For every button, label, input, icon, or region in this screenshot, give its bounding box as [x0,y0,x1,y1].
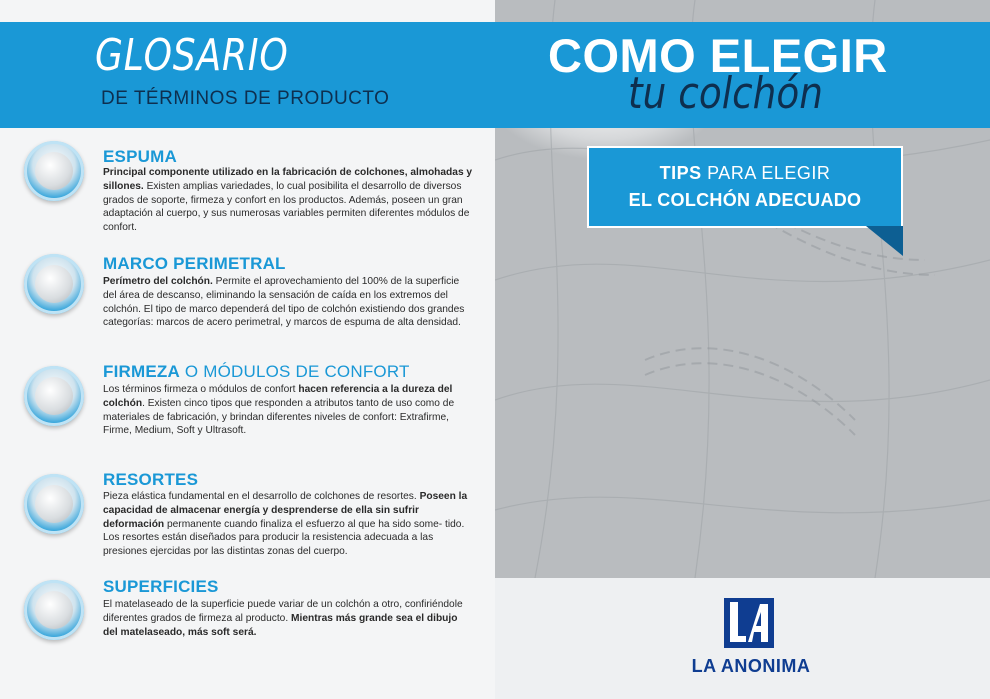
tips-line-2: EL COLCHÓN ADECUADO [628,190,862,210]
section-body: Perímetro del colchón. Permite el aprovechamiento del 100% de la superficie del área de descanso, eliminando la sensación de caída en los extremos del colchón. El tipo de marco dependerá del tipo de colchón existiendo dos grandes categorías: marcos de acero perimetral, y marcos de espuma de alta densidad. [103,276,465,329]
section-title: RESORTES [103,470,199,489]
glossary-title: GLOSARIO [95,30,289,81]
frame-spring-icon [24,254,84,314]
la-anonima-logo-icon [724,598,774,648]
section-title: MARCO PERIMETRAL [103,254,286,273]
section-title: ESPUMA [103,147,177,166]
tips-ribbon-fold [866,226,903,256]
glossary-subtitle: DE TÉRMINOS DE PRODUCTO [101,88,390,109]
section-body: Principal componente utilizado en la fabricación de colchones, almohadas y sillones. Existen amplias variedades, lo cual posibilita el desarrollo de diversos grados de soporte, firmeza y confort en los productos. Además, poseen un gran adaptación al cuerpo, y sus numerosas variables permiten diferentes módulos de confort. [103,167,473,234]
brand-name: LA ANONIMA [691,656,811,676]
quilted-surface-icon [24,580,84,640]
hand-press-icon [24,366,84,426]
coil-spring-icon [24,474,84,534]
section-body: El matelaseado de la superficie puede variar de un colchón a otro, confiriéndole diferentes grados de firmeza al producto. Mientras más grande sea el dibujo del matelaseado, más soft será. [103,599,463,638]
tips-box [587,146,903,228]
tips-line-1: TIPS PARA ELEGIR [659,163,831,183]
section-body: Los términos firmeza o módulos de confort hacen referencia a la dureza del colchón. Existen cinco tipos que responden a atributos tanto de uso como de materiales de fabricación, y brindan diferentes niveles de confort: Extrafirme, Firme, Medium, Soft y Ultrasoft. [103,384,455,437]
cover-title: COMO ELEGIR [548,29,888,82]
section-body: Pieza elástica fundamental en el desarrollo de colchones de resortes. Poseen la capacidad de almacenar energía y desprenderse de ella sin sufrir deformación permanente cuando finaliza el esfuerzo al que ha sido some- tido. Los resortes están diseñados para producir la resistencia adecuada a las presiones ejercidas por las distintas zonas del cuerpo. [103,491,468,558]
section-title: FIRMEZA O MÓDULOS DE CONFORT [103,362,410,381]
section-title: SUPERFICIES [103,577,219,596]
foam-cube-icon [24,141,84,201]
cover-subtitle: tu colchón [628,68,823,119]
